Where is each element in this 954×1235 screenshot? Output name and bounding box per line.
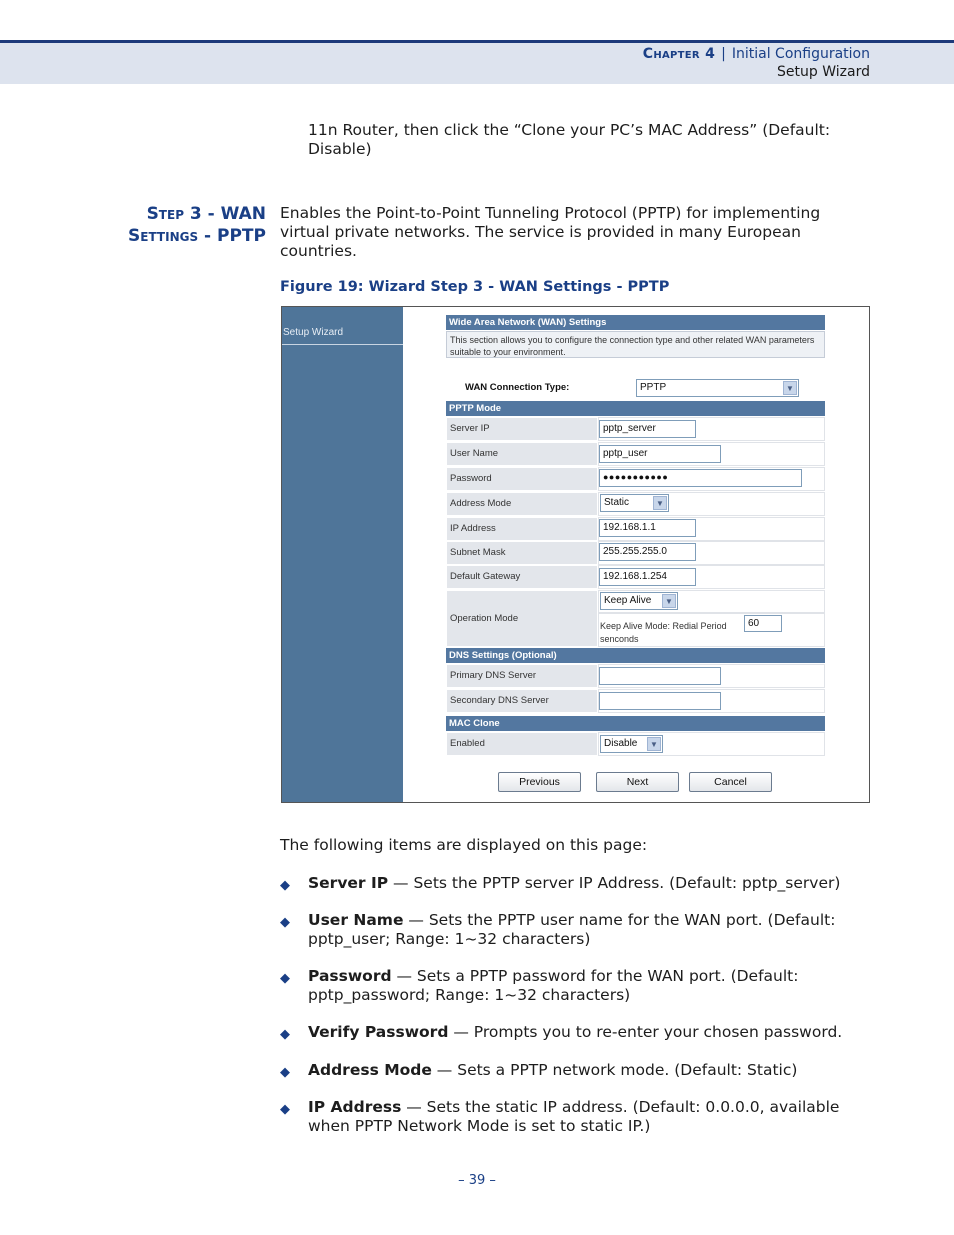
- bullet-text: — Sets a PPTP network mode. (Default: Static): [431, 1061, 798, 1079]
- default-gateway-input[interactable]: 192.168.1.254: [599, 568, 696, 586]
- previous-button[interactable]: Previous: [498, 772, 581, 792]
- bullet-term: IP Address: [308, 1098, 402, 1116]
- subnet-mask-label: Subnet Mask: [446, 541, 598, 565]
- bullet-term: Password: [308, 967, 392, 985]
- secondary-dns-input[interactable]: [599, 692, 721, 710]
- pptp-mode-header: PPTP Mode: [446, 401, 825, 416]
- bullet-term: Address Mode: [308, 1061, 432, 1079]
- connection-type-value: PPTP: [640, 382, 667, 393]
- bullet-text: — Sets the PPTP user name for the WAN port. (Default: pptp_user; Range: 1~32 characters): [308, 911, 836, 948]
- user-name-input[interactable]: pptp_user: [599, 445, 721, 463]
- operation-mode-value: Keep Alive: [604, 595, 652, 606]
- mac-clone-enabled-label: Enabled: [446, 732, 598, 756]
- chevron-down-icon: ▼: [647, 737, 661, 751]
- operation-mode-label: Operation Mode: [446, 590, 598, 647]
- chevron-down-icon: ▼: [653, 496, 667, 510]
- subnet-mask-input[interactable]: 255.255.255.0: [599, 543, 696, 561]
- diamond-bullet-icon: ◆: [280, 878, 290, 893]
- user-name-label: User Name: [446, 442, 598, 466]
- section-title: Initial Configuration: [731, 46, 870, 62]
- mac-clone-value: Disable: [604, 738, 638, 749]
- next-button[interactable]: Next: [596, 772, 679, 792]
- address-mode-label: Address Mode: [446, 492, 598, 516]
- diamond-bullet-icon: ◆: [280, 971, 290, 986]
- sidebar-item-setup-wizard[interactable]: Setup Wizard: [282, 319, 403, 345]
- operation-mode-select[interactable]: [600, 592, 678, 610]
- bullet-text: — Prompts you to re-enter your chosen password.: [448, 1023, 843, 1041]
- chevron-down-icon: ▼: [783, 381, 797, 395]
- diamond-bullet-icon: ◆: [280, 1065, 290, 1080]
- diamond-bullet-icon: ◆: [280, 915, 290, 930]
- step-heading-line2: Settings - PPTP: [128, 226, 266, 246]
- mac-clone-select[interactable]: [600, 735, 663, 753]
- page-number: – 39 –: [458, 1173, 496, 1188]
- bullet-term: Verify Password: [308, 1023, 449, 1041]
- default-gateway-label: Default Gateway: [446, 565, 598, 589]
- redial-period-label: Keep Alive Mode: Redial Period: [600, 621, 727, 631]
- address-mode-select[interactable]: [600, 494, 669, 512]
- intro-paragraph: Enables the Point-to-Point Tunneling Protocol (PPTP) for implementing virtual private networks. The service is provided in many European countries.: [280, 204, 821, 260]
- subsection-title: Setup Wizard: [777, 64, 870, 80]
- chapter-label: Chapter 4: [642, 46, 716, 62]
- password-input[interactable]: ●●●●●●●●●●●: [599, 469, 802, 487]
- wizard-sidebar: [282, 307, 403, 802]
- step-heading: [100, 203, 266, 247]
- wan-settings-header: Wide Area Network (WAN) Settings: [446, 315, 825, 330]
- mac-clone-header: MAC Clone: [446, 716, 825, 731]
- redial-period-unit: senconds: [600, 634, 639, 644]
- connection-type-select[interactable]: [636, 379, 799, 397]
- primary-dns-label: Primary DNS Server: [446, 664, 598, 688]
- redial-period-input[interactable]: 60: [744, 615, 782, 632]
- wizard-screenshot: [281, 306, 870, 803]
- connection-type-label: WAN Connection Type:: [465, 382, 570, 393]
- bullet-text: — Sets the static IP address. (Default: 0.0.0.0, available when PPTP Network Mode is set to static IP.): [308, 1098, 840, 1135]
- figure-caption: Figure 19: Wizard Step 3 - WAN Settings - PPTP: [280, 279, 670, 295]
- wizard-main-panel: [403, 307, 869, 802]
- server-ip-label: Server IP: [446, 417, 598, 441]
- server-ip-input[interactable]: pptp_server: [599, 420, 696, 438]
- items-lead-paragraph: The following items are displayed on this page:: [280, 836, 648, 854]
- ip-address-input[interactable]: 192.168.1.1: [599, 519, 696, 537]
- diamond-bullet-icon: ◆: [280, 1027, 290, 1042]
- running-header: [643, 45, 870, 81]
- password-label: Password: [446, 467, 598, 491]
- continuation-paragraph: 11n Router, then click the “Clone your PC’s MAC Address” (Default: Disable): [308, 121, 831, 158]
- bullet-term: User Name: [308, 911, 404, 929]
- wan-description: This section allows you to configure the connection type and other related WAN parameters suitable to your environment.: [446, 331, 825, 358]
- bullet-text: — Sets the PPTP server IP Address. (Default: pptp_server): [388, 874, 841, 892]
- dns-settings-header: DNS Settings (Optional): [446, 648, 825, 663]
- chevron-down-icon: ▼: [662, 594, 676, 608]
- bullet-term: Server IP: [308, 874, 389, 892]
- step-heading-line1: Step 3 - WAN: [146, 204, 266, 224]
- secondary-dns-label: Secondary DNS Server: [446, 689, 598, 713]
- address-mode-value: Static: [604, 497, 630, 508]
- primary-dns-input[interactable]: [599, 667, 721, 685]
- header-separator: |: [721, 46, 726, 62]
- diamond-bullet-icon: ◆: [280, 1102, 290, 1117]
- cancel-button[interactable]: Cancel: [689, 772, 772, 792]
- ip-address-label: IP Address: [446, 517, 598, 541]
- bullet-text: — Sets a PPTP password for the WAN port. (Default: pptp_password; Range: 1~32 characters): [308, 967, 799, 1004]
